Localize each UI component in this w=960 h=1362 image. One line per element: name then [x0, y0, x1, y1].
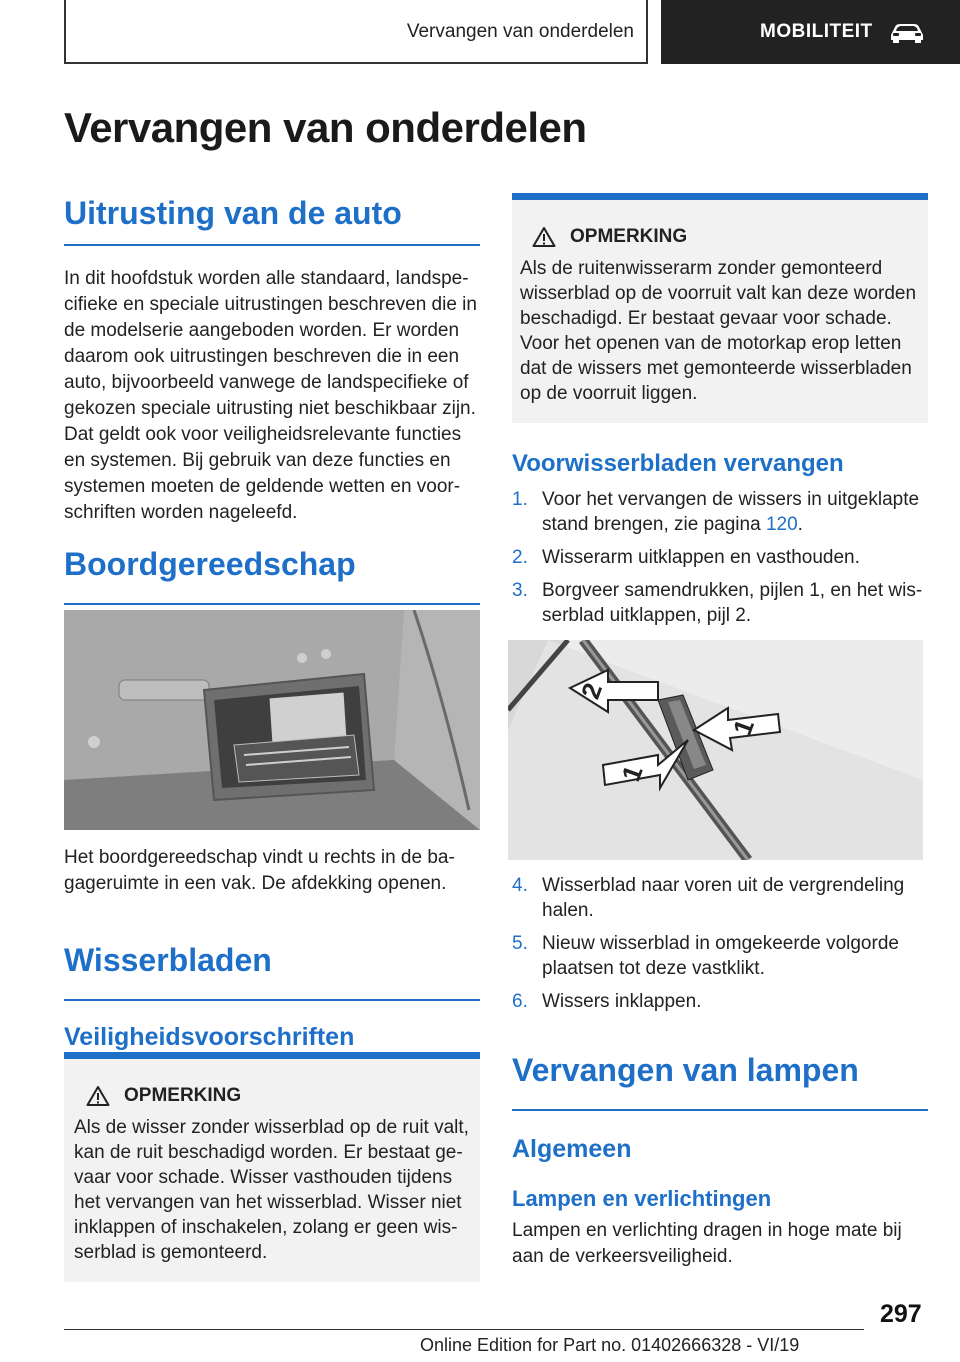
text-line: Wisserblad naar voren uit de vergrendeling — [542, 875, 905, 896]
text-line: auto, bijvoorbeeld vanwege de landspecifieke of — [64, 372, 469, 393]
text-line: systemen moeten de geldende wetten en voor- — [64, 476, 461, 497]
section-paragraph — [64, 266, 480, 526]
text-line: plaatsen tot deze vastklikt. — [542, 958, 765, 979]
text-line: kan de ruit beschadigd worden. Er bestaat ge- — [74, 1142, 463, 1163]
text-line: inklappen of inschakelen, zolang er geen wis- — [74, 1217, 458, 1238]
step-number: 6. — [512, 991, 528, 1012]
chapter-tab-label: MOBILITEIT — [760, 21, 873, 42]
note-title: OPMERKING — [124, 1085, 242, 1106]
text-line: Nieuw wisserblad in omgekeerde volgorde — [542, 933, 899, 954]
text-line: aan de verkeersveiligheid. — [512, 1246, 733, 1267]
step-item — [512, 578, 928, 628]
footer-rule — [64, 1329, 864, 1330]
text-line: dat de wissers met gemonteerde wisserbladen — [520, 358, 912, 379]
step-item — [512, 873, 928, 923]
note-header — [86, 1085, 470, 1107]
page-title: Vervangen van onderdelen — [64, 104, 587, 151]
arrow-label: 1 — [726, 715, 760, 740]
chapter-tab[interactable] — [661, 0, 960, 64]
step-item — [512, 545, 928, 570]
section-toolkit — [64, 546, 480, 605]
step-text: Wisserarm uitklappen en vasthouden. — [542, 547, 860, 568]
text-line: Dat geldt ook voor veiligheidsrelevante functies — [64, 424, 462, 445]
step-number: 4. — [512, 875, 528, 896]
footer-edition: Online Edition for Part no. 01402666328 - VI/19 — [420, 1335, 800, 1355]
section-rule — [64, 244, 480, 246]
text-line: Als de ruitenwisserarm zonder gemonteerd — [520, 258, 883, 279]
text-line — [542, 512, 919, 537]
section-equipment — [64, 195, 480, 526]
section-rule — [512, 1109, 928, 1111]
step-number: 5. — [512, 933, 528, 954]
text-line: Voor het openen van de motorkap erop letten — [520, 333, 902, 354]
step-text-part: stand brengen, zie pagina — [542, 514, 766, 535]
step-text — [542, 873, 904, 923]
text-line: halen. — [542, 900, 594, 921]
section-heading: Boordgereedschap — [64, 546, 356, 582]
trunk-toolkit-image — [64, 610, 480, 830]
text-line: vaar voor schade. Wisser vasthouden tijdens — [74, 1167, 453, 1188]
note-body — [520, 256, 920, 406]
text-line: de modelserie aangeboden worden. Er worden — [64, 320, 460, 341]
note-body — [74, 1115, 470, 1265]
section-rule — [64, 603, 480, 605]
step-text-part: . — [797, 514, 803, 535]
text-line: serblad uitklappen, pijl 2. — [542, 605, 752, 626]
arrow-label: 2 — [574, 678, 609, 703]
section-rule — [64, 999, 480, 1001]
header-section-title: Vervangen van onderdelen — [406, 21, 634, 42]
text-line: cifieke en speciale uitrustingen beschreven die in — [64, 294, 477, 315]
step-number: 3. — [512, 580, 528, 601]
wiper-blade-image — [508, 640, 923, 860]
step-text — [542, 931, 899, 981]
text-line: op de voorruit liggen. — [520, 383, 698, 404]
warning-triangle-icon — [532, 226, 556, 248]
step-text — [542, 487, 919, 537]
text-line: en systemen. Bij gebruik van deze functies en — [64, 450, 451, 471]
text-line: Lampen en verlichting dragen in hoge mate bij — [512, 1220, 902, 1241]
warning-triangle-icon — [86, 1085, 110, 1107]
subsection-heading: Veiligheidsvoorschriften — [64, 1023, 355, 1051]
step-item — [512, 989, 928, 1014]
section-lamps — [512, 1052, 928, 1270]
text-line: serblad is gemonteerd. — [74, 1242, 268, 1263]
step-item — [512, 931, 928, 981]
text-line: gekozen speciale uitrusting niet beschikbaar zijn. — [64, 398, 476, 419]
arrow-label: 1 — [615, 761, 649, 786]
section-heading: Vervangen van lampen — [512, 1052, 859, 1088]
toolkit-paragraph — [64, 845, 480, 897]
text-line: gageruimte in een vak. De afdekking openen. — [64, 873, 447, 894]
note-title: OPMERKING — [570, 226, 688, 247]
section-heading: Uitrusting van de auto — [64, 195, 402, 231]
step-number: 1. — [512, 489, 528, 510]
text-line: Borgveer samendrukken, pijlen 1, en het wis- — [542, 580, 923, 601]
text-line: Voor het vervangen de wissers in uitgeklapte — [542, 489, 920, 510]
sub-subsection-heading: Lampen en verlichtingen — [512, 1186, 772, 1211]
steps-list — [512, 487, 928, 628]
step-item — [512, 487, 928, 537]
text-line: beschadigd. Er bestaat gevaar voor schade. — [520, 308, 892, 329]
subsection-heading: Algemeen — [512, 1135, 632, 1163]
wiper-replace-heading: Voorwisserbladen vervangen — [512, 450, 844, 477]
step-number: 2. — [512, 547, 528, 568]
lamps-paragraph — [512, 1218, 928, 1270]
text-line: schriften worden nageleefd. — [64, 502, 298, 523]
step-text: Wissers inklappen. — [542, 991, 702, 1012]
car-icon — [887, 21, 927, 43]
warning-note — [512, 193, 928, 423]
text-line: het vervangen van het wisserblad. Wisser niet — [74, 1192, 462, 1213]
note-header — [532, 226, 920, 248]
step-text — [542, 578, 922, 628]
page-number: 297 — [880, 1300, 922, 1328]
text-line: In dit hoofdstuk worden alle standaard, landspe- — [64, 268, 469, 289]
text-line: wisserblad op de voorruit valt kan deze worden — [520, 283, 917, 304]
text-line: daarom ook uitrustingen beschreven die in een — [64, 346, 460, 367]
section-heading: Wisserbladen — [64, 942, 272, 978]
steps-list — [512, 873, 928, 1014]
warning-note — [64, 1052, 480, 1282]
section-wipers — [64, 942, 480, 1052]
text-line: Als de wisser zonder wisserblad op de ruit valt, — [74, 1117, 469, 1138]
text-line: Het boordgereedschap vindt u rechts in de ba- — [64, 847, 455, 868]
page-reference-link[interactable]: 120 — [765, 514, 798, 535]
